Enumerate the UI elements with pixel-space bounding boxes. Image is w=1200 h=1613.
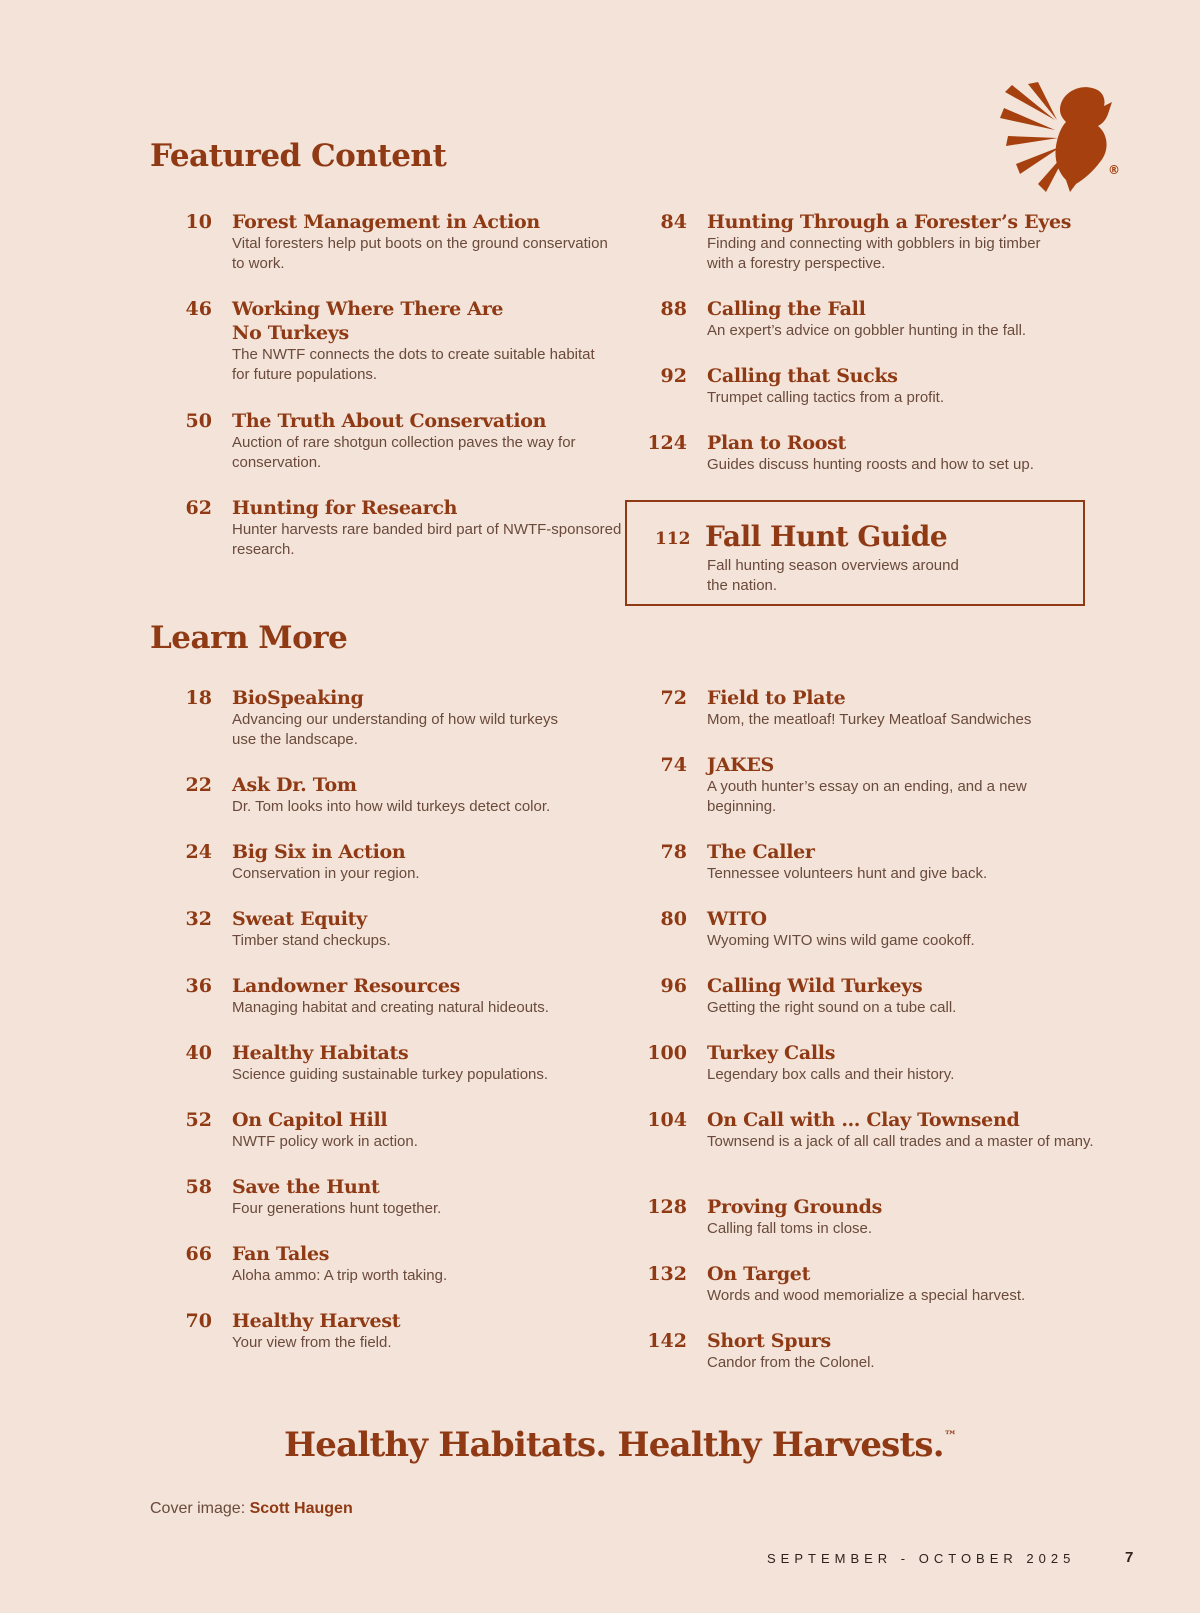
entry-description: Finding and connecting with gobblers in big timber with a forestry perspective.: [707, 235, 1041, 272]
entry-title: Calling that Sucks: [707, 365, 898, 387]
page-number: 18: [185, 687, 212, 709]
entry-description: NWTF policy work in action.: [232, 1133, 418, 1150]
issue-date: SEPTEMBER - OCTOBER 2025: [767, 1551, 1076, 1566]
entry-title: Calling Wild Turkeys: [707, 975, 923, 997]
entry-title: BioSpeaking: [232, 687, 364, 709]
entry-title: Landowner Resources: [232, 975, 461, 997]
entry-title: Healthy Habitats: [232, 1042, 409, 1064]
entry-title: Plan to Roost: [707, 432, 847, 454]
page-number: 46: [185, 298, 212, 320]
entry-title: Fan Tales: [232, 1243, 330, 1265]
page-number: 112: [655, 529, 691, 549]
entry-description: Guides discuss hunting roosts and how to set up.: [707, 456, 1034, 473]
entry-description: Your view from the field.: [232, 1334, 392, 1351]
page-number: 22: [185, 774, 212, 796]
entry-description: A youth hunter’s essay on an ending, and a new beginning.: [707, 778, 1027, 815]
entry-description: Managing habitat and creating natural hideouts.: [232, 999, 549, 1016]
page-number: 142: [647, 1330, 687, 1352]
entry-description: Townsend is a jack of all call trades and a master of many.: [707, 1133, 1094, 1150]
nwtf-turkey-logo-icon: [1000, 80, 1125, 195]
entry-title: Hunting for Research: [232, 497, 458, 519]
page-number: 104: [647, 1109, 687, 1131]
entry-description: The NWTF connects the dots to create suitable habitat for future populations.: [232, 346, 595, 383]
page-number: 96: [660, 975, 687, 997]
cover-photographer: Scott Haugen: [249, 1500, 353, 1517]
page-number: 36: [185, 975, 212, 997]
entry-description: Hunter harvests rare banded bird part of NWTF-sponsored research.: [232, 521, 622, 558]
entry-title: Hunting Through a Forester’s Eyes: [707, 211, 1072, 233]
page-number: 74: [660, 754, 687, 776]
entry-description: Auction of rare shotgun collection paves the way for conservation.: [232, 434, 576, 471]
page-number: 58: [185, 1176, 212, 1198]
entry-title: Sweat Equity: [232, 908, 367, 930]
entry-title: Big Six in Action: [232, 841, 406, 863]
page-number: 80: [660, 908, 687, 930]
guide-title: Fall Hunt Guide: [705, 520, 948, 553]
entry-title: Calling the Fall: [707, 298, 866, 320]
entry-description: Advancing our understanding of how wild turkeys use the landscape.: [232, 711, 559, 748]
entry-title: The Caller: [707, 841, 815, 863]
entry-description: Dr. Tom looks into how wild turkeys detect color.: [232, 798, 551, 815]
page-number: 52: [185, 1109, 212, 1131]
page-number: 40: [185, 1042, 212, 1064]
page-number: 132: [647, 1263, 687, 1285]
entry-description: An expert’s advice on gobbler hunting in the fall.: [707, 322, 1027, 339]
fall-hunt-guide-box[interactable]: [625, 500, 1085, 606]
cover-credit: [150, 1500, 353, 1518]
entry-description: Mom, the meatloaf! Turkey Meatloaf Sandwiches: [707, 711, 1032, 728]
page-number: 10: [185, 211, 212, 233]
entry-title: The Truth About Conservation: [232, 410, 547, 432]
entry-title: On Capitol Hill: [232, 1109, 388, 1131]
page-number: 92: [660, 365, 687, 387]
entry-description: Words and wood memorialize a special harvest.: [707, 1287, 1026, 1304]
page-number: 78: [660, 841, 687, 863]
page-number: 128: [647, 1196, 687, 1218]
page-number: 66: [185, 1243, 212, 1265]
entry-title: Field to Plate: [707, 687, 846, 709]
page-number-footer: 7: [1125, 1549, 1134, 1566]
entry-description: Calling fall toms in close.: [707, 1220, 873, 1237]
entry-title: JAKES: [707, 754, 774, 776]
entry-description: Conservation in your region.: [232, 865, 420, 882]
entry-description: Legendary box calls and their history.: [707, 1066, 955, 1083]
entry-description: Candor from the Colonel.: [707, 1354, 875, 1371]
entry-description: Four generations hunt together.: [232, 1200, 442, 1217]
page-number: 70: [185, 1310, 212, 1332]
trademark-mark: ™: [943, 1429, 957, 1444]
page-number: 24: [185, 841, 212, 863]
page-number: 100: [647, 1042, 687, 1064]
entry-title: Turkey Calls: [707, 1042, 836, 1064]
entry-title: Healthy Harvest: [232, 1310, 401, 1332]
entry-description: Tennessee volunteers hunt and give back.: [707, 865, 988, 882]
entry-description: Timber stand checkups.: [232, 932, 391, 949]
guide-description: Fall hunting season overviews around the nation.: [707, 557, 959, 594]
entry-title: Proving Grounds: [707, 1196, 882, 1218]
entry-description: Wyoming WITO wins wild game cookoff.: [707, 932, 975, 949]
entry-title: Short Spurs: [707, 1330, 831, 1352]
tagline-text: Healthy Habitats. Healthy Harvests.: [283, 1425, 944, 1465]
learn-more-heading: Learn More: [150, 620, 348, 656]
page-number: 62: [185, 497, 212, 519]
entry-title: WITO: [707, 908, 767, 930]
entry-title: Ask Dr. Tom: [232, 774, 357, 796]
entry-title: On Call with … Clay Townsend: [707, 1109, 1020, 1131]
entry-description: Vital foresters help put boots on the ground conservation to work.: [232, 235, 608, 272]
page-number: 50: [185, 410, 212, 432]
page-number: 124: [647, 432, 687, 454]
tagline: [0, 1425, 1200, 1465]
registered-mark: ®: [1108, 163, 1120, 177]
entry-description: Science guiding sustainable turkey populations.: [232, 1066, 549, 1083]
cover-label: Cover image:: [150, 1500, 246, 1517]
entry-description: Getting the right sound on a tube call.: [707, 999, 957, 1016]
page-number: 84: [660, 211, 687, 233]
entry-title: Forest Management in Action: [232, 211, 540, 233]
entry-description: Aloha ammo: A trip worth taking.: [232, 1267, 448, 1284]
featured-content-heading: Featured Content: [150, 138, 447, 174]
page-number: 72: [660, 687, 687, 709]
entry-description: Trumpet calling tactics from a profit.: [707, 389, 945, 406]
entry-title: Save the Hunt: [232, 1176, 380, 1198]
entry-title: On Target: [707, 1263, 811, 1285]
page-number: 88: [660, 298, 687, 320]
page-number: 32: [185, 908, 212, 930]
entry-title: Working Where There Are No Turkeys: [232, 298, 504, 344]
